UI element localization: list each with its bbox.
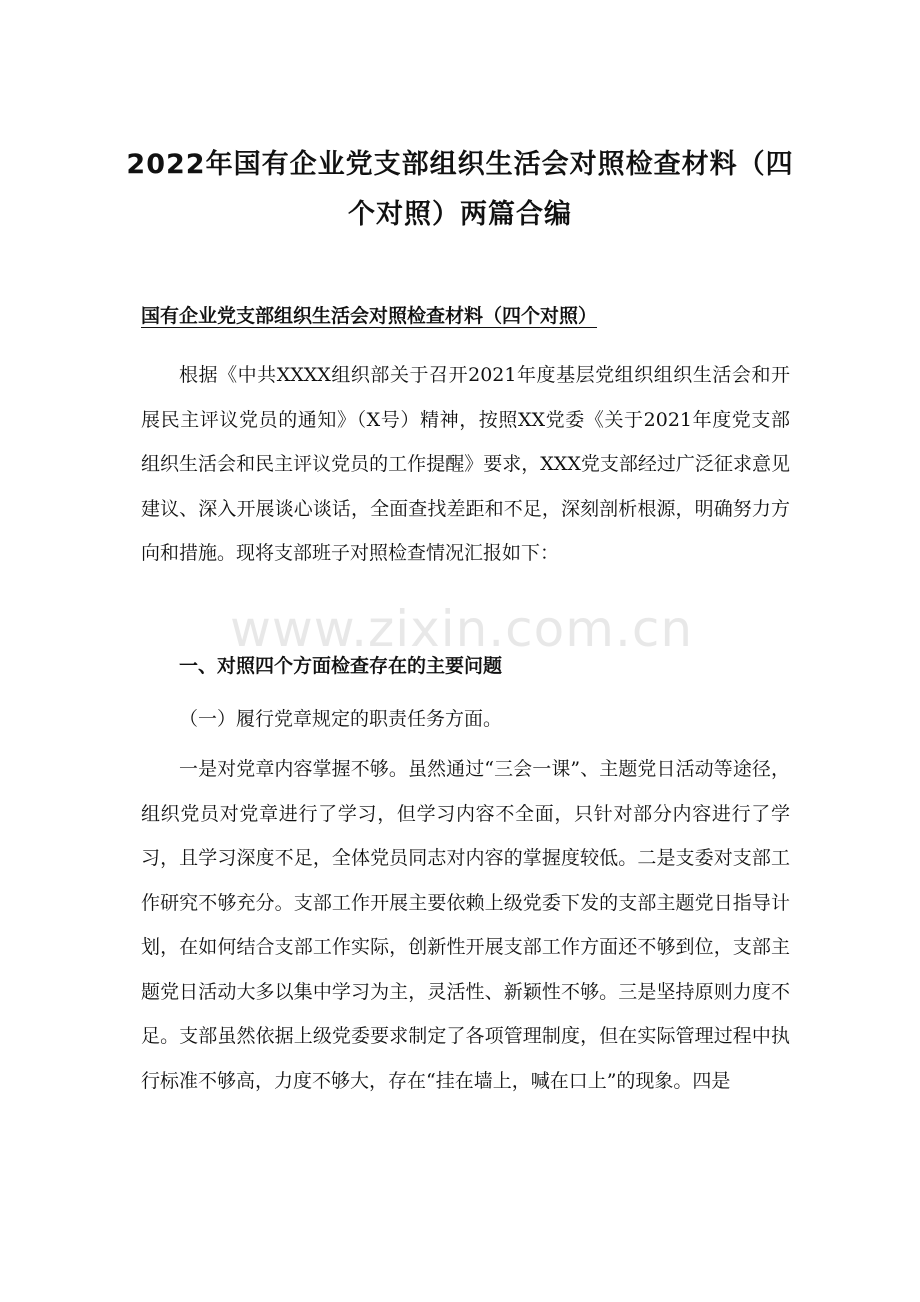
- section-heading: 国有企业党支部组织生活会对照检查材料（四个对照）: [141, 305, 598, 327]
- watermark: www.zixin.com.cn: [230, 600, 694, 658]
- heading-level-2: （一）履行党章规定的职责任务方面。: [179, 708, 503, 730]
- heading-level-1: 一、对照四个方面检查存在的主要问题: [179, 655, 503, 677]
- document-title: [120, 140, 800, 240]
- title-line-1: 2022年国有企业党支部组织生活会对照检查材料（四: [126, 149, 794, 180]
- main-paragraph: 一是对党章内容掌握不够。虽然通过“三会一课”、主题党日活动等途径，组织党员对党章进行了学习，但学习内容不全面，只针对部分内容进行了学习，且学习深度不足，全体党员同志对内容的掌握度较低。二是支委对支部工作研究不够充分。支部工作开展主要依赖上级党委下发的支部主题党日指导计划，在如何结合支部工作实际，创新性开展支部工作方面还不够到位，支部主题党日活动大多以集中学习为主，灵活性、新颖性不够。三是坚持原则力度不足。支部虽然依据上级党委要求制定了各项管理制度，但在实际管理过程中执行标准不够高，力度不够大，存在“挂在墙上，喊在口上”的现象。四是: [141, 758, 790, 1092]
- intro-paragraph: 根据《中共XXXX组织部关于召开2021年度基层党组织组织生活会和开展民主评议党员的通知》（X号）精神，按照XX党委《关于2021年度党支部组织生活会和民主评议党员的工作提醒》要求，XXX党支部经过广泛征求意见建议、深入开展谈心谈话，全面查找差距和不足，深刻剖析根源，明确努力方向和措施。现将支部班子对照检查情况汇报如下：: [141, 364, 790, 564]
- title-line-2: 个对照）两篇合编: [348, 199, 572, 230]
